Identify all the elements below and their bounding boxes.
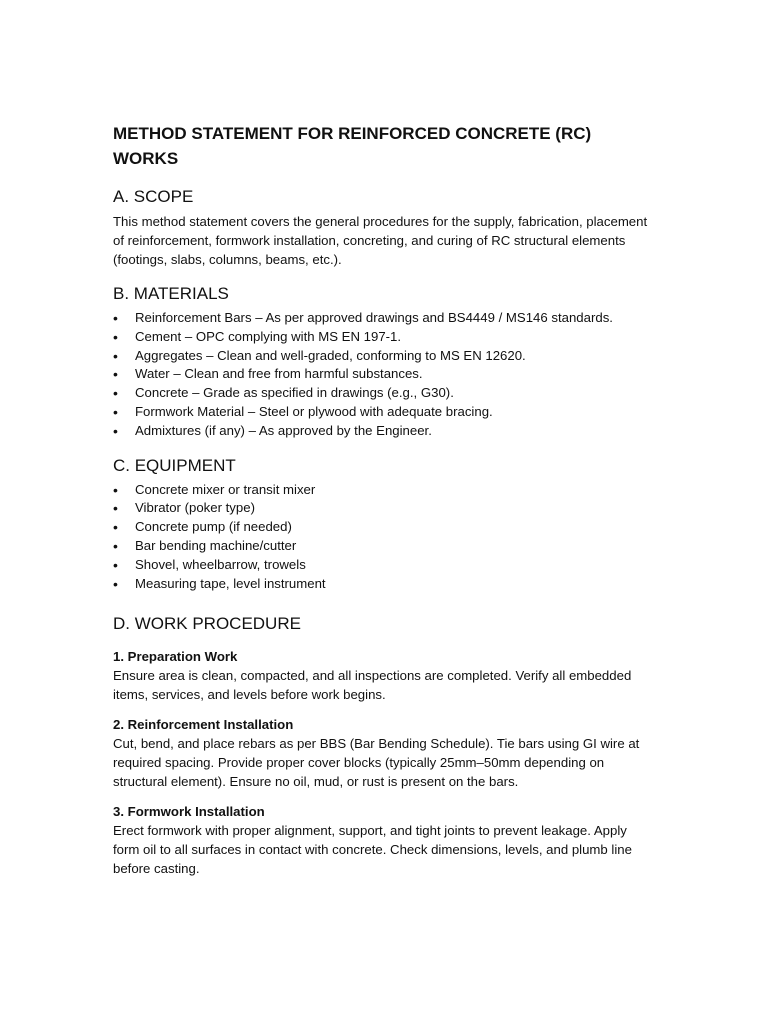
list-item <box>113 365 653 384</box>
document-content <box>113 121 653 889</box>
list-item-text: Admixtures (if any) – As approved by the Engineer. <box>135 422 432 438</box>
list-item <box>113 556 653 575</box>
bullet-icon: • <box>113 347 118 364</box>
list-item-text: Concrete mixer or transit mixer <box>135 481 316 497</box>
list-item-text: Bar bending machine/cutter <box>135 537 297 553</box>
section-heading-equipment: C. EQUIPMENT <box>113 455 236 475</box>
list-item <box>113 422 653 441</box>
list-item-text: Concrete – Grade as specified in drawings (e.g., G30). <box>135 385 454 401</box>
section-heading-scope: A. SCOPE <box>113 187 194 206</box>
document-title: METHOD STATEMENT FOR REINFORCED CONCRETE (RC) WORKS <box>113 124 592 168</box>
list-item-text: Cement – OPC complying with MS EN 197-1. <box>135 328 402 344</box>
list-item <box>113 575 653 594</box>
bullet-icon: • <box>113 328 118 345</box>
section-heading-procedure: D. WORK PROCEDURE <box>113 614 301 634</box>
equipment-list <box>113 481 653 594</box>
procedure-step-title: 3. Formwork Installation <box>113 804 265 820</box>
bullet-icon: • <box>113 366 118 383</box>
bullet-icon: • <box>113 556 118 573</box>
materials-list <box>113 309 653 441</box>
list-item-text: Vibrator (poker type) <box>135 500 255 516</box>
bullet-icon: • <box>113 403 118 420</box>
list-item <box>113 537 653 556</box>
list-item-text: Shovel, wheelbarrow, trowels <box>135 556 306 572</box>
list-item <box>113 403 653 422</box>
procedure-step-title: 1. Preparation Work <box>113 649 238 665</box>
list-item-text: Water – Clean and free from harmful substances. <box>135 366 423 382</box>
procedure-step <box>113 715 653 791</box>
section-heading-materials: B. MATERIALS <box>113 284 229 303</box>
list-item-text: Aggregates – Clean and well-graded, conforming to MS EN 12620. <box>135 347 526 363</box>
procedure-step-text: Erect formwork with proper alignment, support, and tight joints to prevent leakage. Apply form oil to all surfaces in contact with concrete. Check dimensions, levels, and plumb line before casting. <box>113 823 632 877</box>
bullet-icon: • <box>113 422 118 439</box>
list-item-text: Measuring tape, level instrument <box>135 575 326 591</box>
list-item <box>113 384 653 403</box>
list-item-text: Reinforcement Bars – As per approved drawings and BS4449 / MS146 standards. <box>135 310 613 325</box>
bullet-icon: • <box>113 537 118 554</box>
list-item <box>113 347 653 366</box>
procedure-step-text: Ensure area is clean, compacted, and all inspections are completed. Verify all embedded items, services, and levels before work begins. <box>113 668 632 703</box>
procedure-step-title: 2. Reinforcement Installation <box>113 717 294 733</box>
list-item <box>113 328 653 347</box>
list-item <box>113 499 653 518</box>
procedure-step <box>113 802 653 878</box>
bullet-icon: • <box>113 385 118 402</box>
bullet-icon: • <box>113 575 118 592</box>
procedure-step <box>113 647 653 704</box>
list-item <box>113 309 653 328</box>
bullet-icon: • <box>113 481 118 498</box>
bullet-icon: • <box>113 500 118 517</box>
list-item <box>113 518 653 537</box>
scope-paragraph: This method statement covers the general procedures for the supply, fabrication, placement of reinforcement, formwork installation, concreting, and curing of RC structural elements (footings, slabs, columns, beams, etc.). <box>113 214 648 267</box>
list-item-text: Concrete pump (if needed) <box>135 519 292 535</box>
bullet-icon: • <box>113 310 118 326</box>
list-item <box>113 481 653 500</box>
list-item-text: Formwork Material – Steel or plywood with adequate bracing. <box>135 403 493 419</box>
bullet-icon: • <box>113 519 118 536</box>
procedure-step-text: Cut, bend, and place rebars as per BBS (Bar Bending Schedule). Tie bars using GI wire at required spacing. Provide proper cover blocks (typically 25mm–50mm depending on structural element). Ensure no oil, mud, or rust is present on the bars. <box>113 736 640 790</box>
